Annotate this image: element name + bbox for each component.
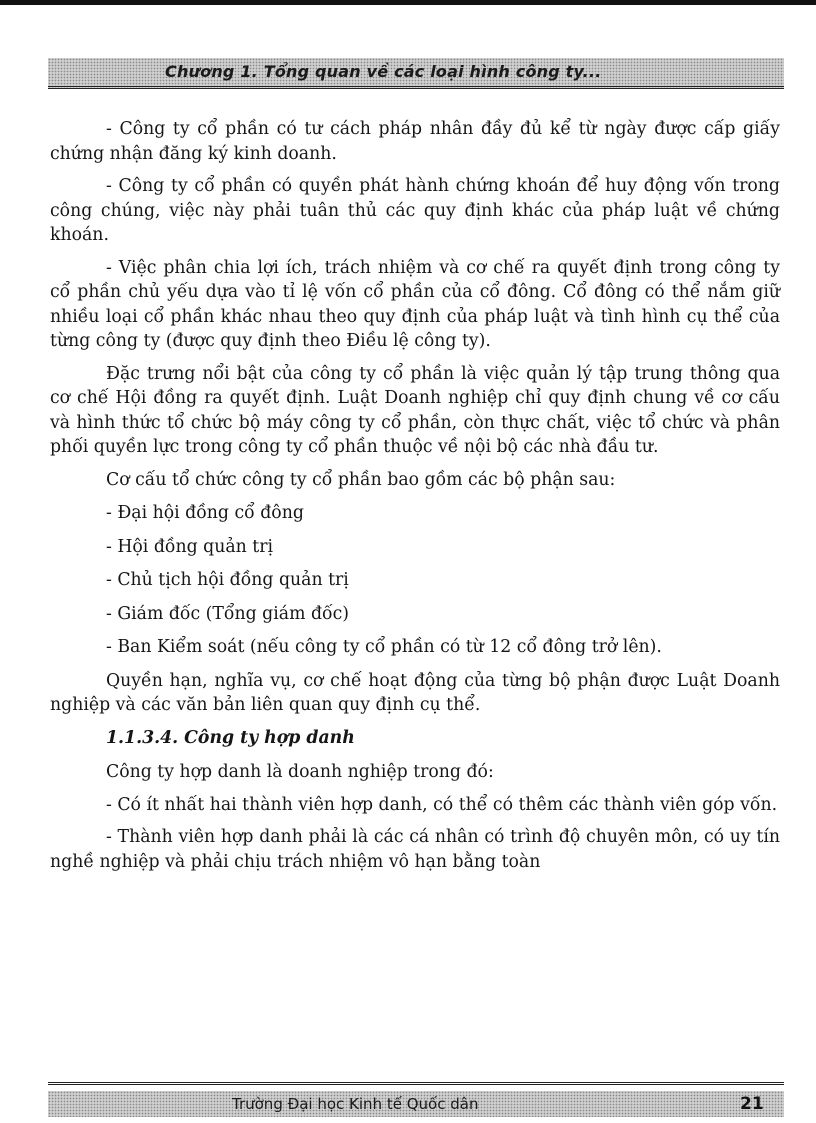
list-item: - Đại hội đồng cổ đông — [106, 503, 304, 523]
list-item: - Giám đốc (Tổng giám đốc) — [106, 603, 350, 624]
paragraph: - Việc phân chia lợi ích, trách nhiệm và cơ chế ra quyết định trong công ty cổ phần chủ yếu dựa vào tỉ lệ vốn cổ phần của cổ đông. Cổ đông có thể nắm giữ nhiều loại cổ phần khác nhau theo quy định của pháp luật và tình hình cụ thể của từng công ty (được quy định theo Điều lệ công ty). — [50, 257, 780, 351]
list-item: - Chủ tịch hội đồng quản trị — [106, 570, 349, 590]
footer-institution: Trường Đại học Kinh tế Quốc dân — [232, 1095, 479, 1113]
paragraph: Cơ cấu tổ chức công ty cổ phần bao gồm các bộ phận sau: — [106, 469, 616, 490]
paragraph: Đặc trưng nổi bật của công ty cổ phần là việc quản lý tập trung thông qua cơ chế Hội đồng ra quyết định. Luật Doanh nghiệp chỉ quy định chung về cơ cấu và hình thức tổ chức bộ máy công ty cổ phần, còn thực chất, việc tổ chức và phân phối quyền lực trong công ty cổ phần thuộc về nội bộ các nhà đầu tư. — [50, 363, 780, 457]
list-item: - Hội đồng quản trị — [106, 536, 273, 557]
paragraph: - Công ty cổ phần có tư cách pháp nhân đầy đủ kể từ ngày được cấp giấy chứng nhận đăng ký kinh doanh. — [50, 119, 780, 164]
section-heading: 1.1.3.4. Công ty hợp danh — [106, 727, 355, 748]
paragraph: - Có ít nhất hai thành viên hợp danh, có thể có thêm các thành viên góp vốn. — [106, 794, 778, 815]
paragraph: - Công ty cổ phần có quyền phát hành chứng khoán để huy động vốn trong công chúng, việc này phải tuân thủ các quy định khác của pháp luật về chứng khoán. — [50, 176, 780, 245]
running-header-title: Chương 1. Tổng quan về các loại hình công ty... — [165, 62, 602, 81]
top-border — [0, 0, 816, 5]
paragraph: Quyền hạn, nghĩa vụ, cơ chế hoạt động của từng bộ phận được Luật Doanh nghiệp và các văn bản liên quan quy định cụ thể. — [50, 670, 780, 715]
paragraph: Công ty hợp danh là doanh nghiệp trong đó: — [106, 762, 494, 782]
list-item: - Ban Kiểm soát (nếu công ty cổ phần có từ 12 cổ đông trở lên). — [106, 637, 662, 657]
page-number: 21 — [740, 1094, 764, 1114]
footer-rule — [48, 1082, 784, 1085]
paragraph: - Thành viên hợp danh phải là các cá nhân có trình độ chuyên môn, có uy tín nghề nghiệp và phải chịu trách nhiệm vô hạn bằng toàn — [50, 827, 780, 872]
page-body — [50, 117, 780, 882]
